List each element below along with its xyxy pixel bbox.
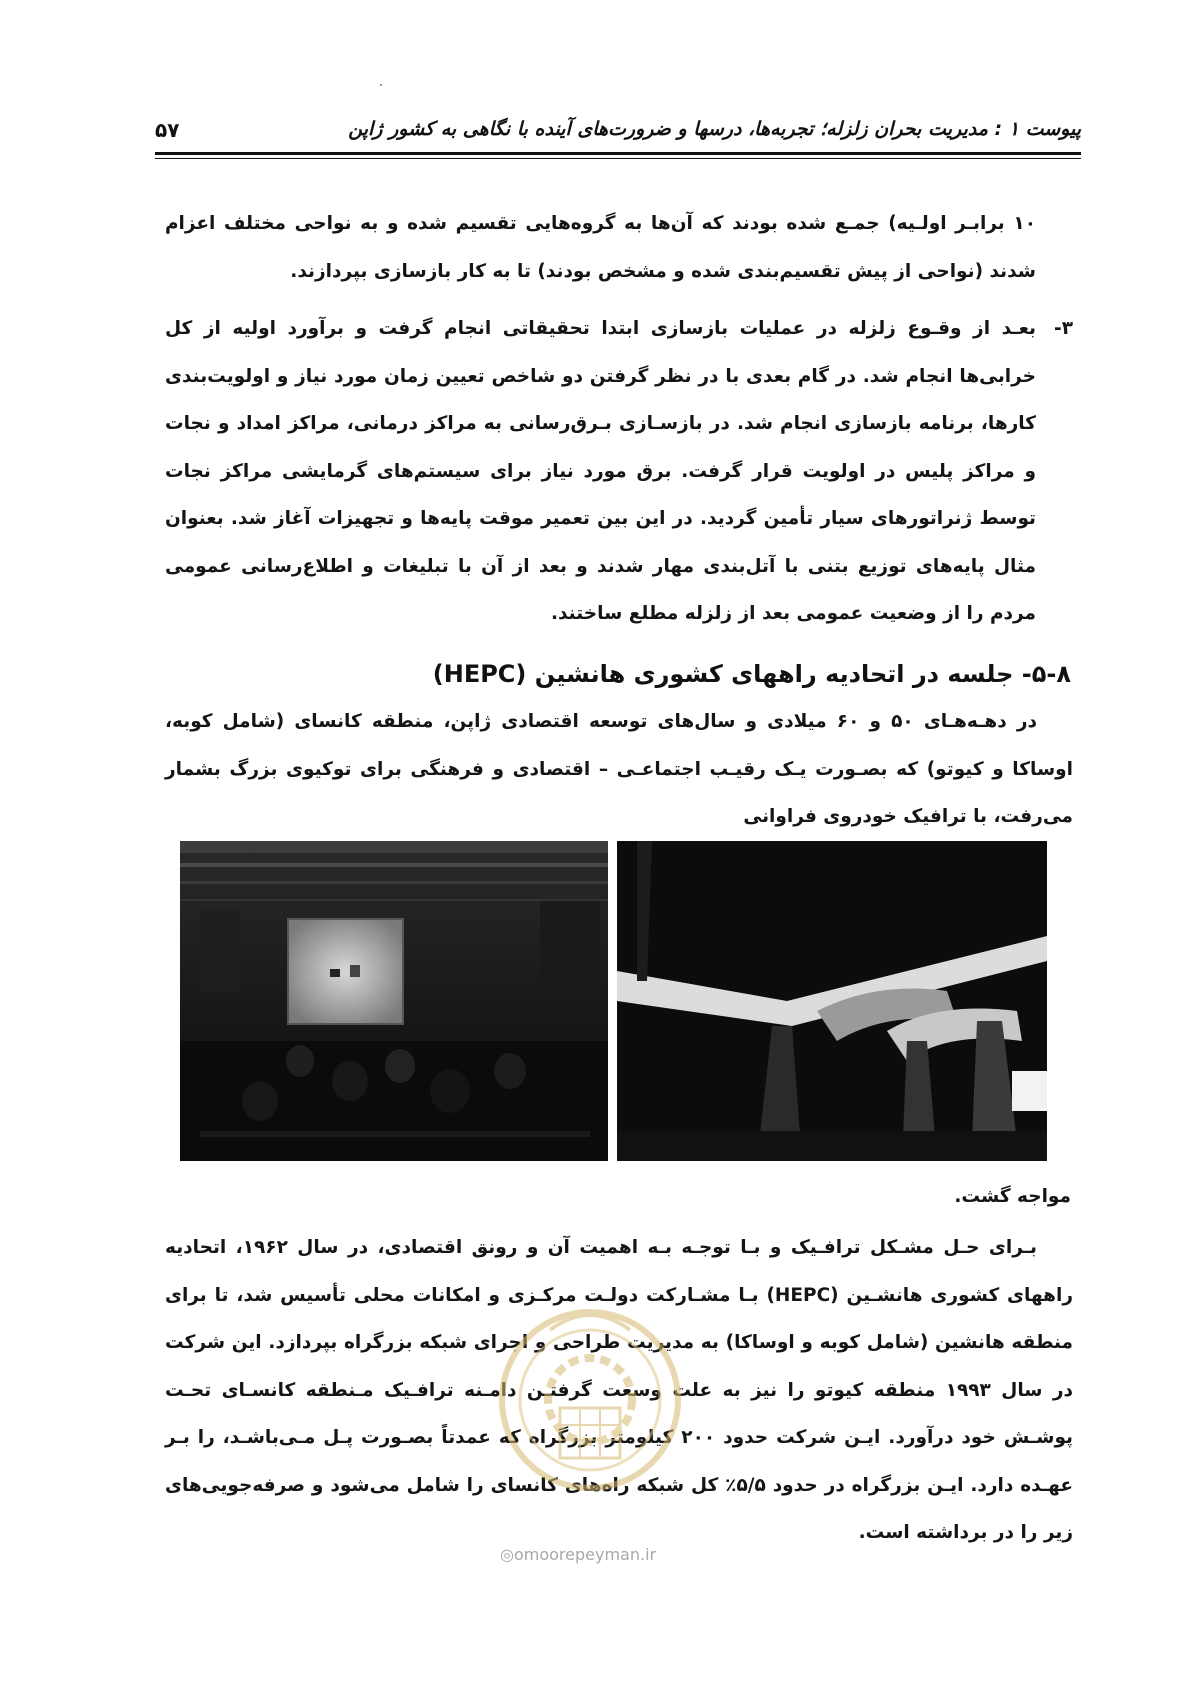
meeting-room-photo	[180, 841, 608, 1161]
watermark-handle: omoorepeyman.ir	[513, 1545, 657, 1564]
publisher-seal	[490, 1290, 690, 1540]
page-number: ۵۷	[155, 118, 180, 142]
highway-image	[617, 841, 1047, 1161]
elevated-highway-photo	[617, 841, 1047, 1161]
seal-graphic	[490, 1290, 690, 1540]
paragraph-continuation-2: مواجه گشت.	[954, 1186, 1071, 1207]
list-item-text: بعـد از وقـوع زلزله در عملیات بازسازی ابتدا تحقیقاتی انجام گرفت و برآورد اولیه از کل خرابی‌ها انجام شد. در گام بعدی با در نظر گرفتن دو شاخص تعیین زمان مورد نیاز و اولویت‌بندی کارها، برنامه بازسازی انجام شد. در بازسـازی بـرق‌رسانی به مراکز درمانی، مراکز امداد و نجات و مراکز پلیس در اولویت قرار گرفت. برق مورد نیاز برای سیستم‌های گرمایشی مراکز نجات توسط ژنراتورهای سیار تأمین گردید. در این بین تعمیر موقت پایه‌ها و تجهیزات آغاز شد. بعنوان مثال پایه‌های توزیع بتنی با آتل‌بندی مهار شدند و بعد از آن با تبلیغات و اطلاع‌رسانی عمومی مردم را از وضعیت عمومی بعد از زلزله مطلع ساختند.	[165, 318, 1036, 624]
header-rule-thin	[155, 158, 1081, 159]
page-header	[155, 112, 1081, 152]
watermark-text	[500, 1545, 656, 1564]
section-heading: ۵-۸- جلسه در اتحادیه راههای کشوری هانشین (HEPC)	[432, 660, 1071, 688]
meeting-room-image	[180, 841, 608, 1161]
list-item-3	[165, 305, 1073, 638]
scan-mark	[380, 84, 382, 86]
running-title: پیوست ۱ : مدیریت بحران زلزله؛ تجربه‌ها، درسها و ضرورت‌های آینده با نگاهی به کشور ژاپن	[348, 118, 1081, 140]
paragraph-hepc: بـرای حـل مشـکل ترافـیک و بـا توجـه بـه اهمیت آن و رونق اقتصادی، در سال ۱۹۶۲، اتحادیه راههای کشوری هانشـین (HEPC) بـا مشـارکت دولـت مرکـزی و امکانات محلی تأسیس شد، تا برای منطقه هانشین (شامل کوبه و اوساکا) به مدیریت طراحی و اجرای شبکه بزرگراه بپردازد. این شرکت در سال ۱۹۹۳ منطقه کیوتو را نیز به علت وسعت گرفتـن دامـنه ترافـیک مـنطقه کانسـای تحـت پوشـش خود درآورد. ایـن شرکت حدود ۲۰۰ کیلومتر بزرگراه که عمدتاً بصـورت پـل مـی‌باشـد، را بـر عهـده دارد. ایـن بزرگراه در حدود ۵/۵٪ کل شبکه راه‌های کانسای را شامل می‌شود و صرفه‌جویی‌های زیر را در برداشته است.	[165, 1237, 1073, 1543]
paragraph-intro: در دهـه‌هـای ۵۰ و ۶۰ میلادی و سال‌های توسعه اقتصادی ژاپن، منطقه کانسای (شامل کوبه، اوساکا و کیوتو) که بصـورت یـک رقیـب اجتماعـی – اقتصادی و فرهنگی برای توکیوی بزرگ بشمار می‌رفت، با ترافیک خودروی فراوانی	[165, 711, 1073, 827]
list-number: ۳-	[1054, 318, 1073, 339]
paragraph-continuation: ۱۰ برابـر اولـیه) جمـع شده بودند که آن‌ها به گروه‌هایی تقسیم شده و به نواحی مختلف اعزام شدند (نواحی از پیش تقسیم‌بندی شده و مشخص بودند) تا به کار بازسازی بپردازند.	[165, 213, 1036, 282]
header-rule-thick	[155, 152, 1081, 155]
instagram-icon: ◎	[500, 1545, 514, 1564]
